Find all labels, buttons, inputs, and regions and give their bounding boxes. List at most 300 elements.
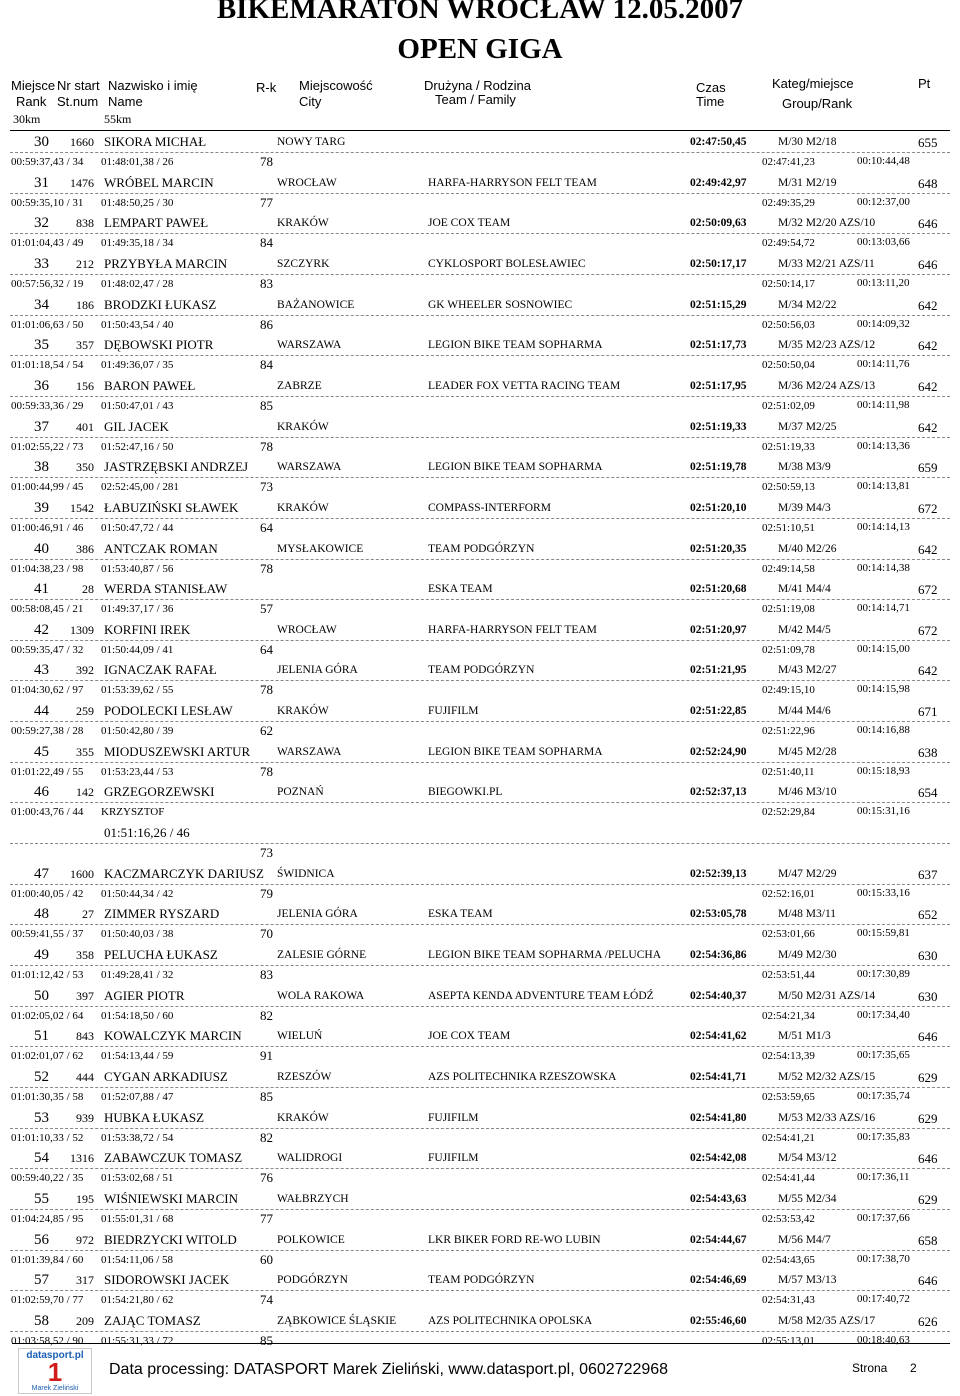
rk-cell: 64 xyxy=(260,519,273,535)
rk-cell: 78 xyxy=(260,682,273,698)
name-cell: PODOLECKI LESŁAW xyxy=(104,703,233,719)
net-time-cell: 02:51:19,08 xyxy=(762,603,815,616)
table-row xyxy=(0,1230,960,1271)
start-number-cell: 392 xyxy=(76,663,94,678)
start-number-cell: 357 xyxy=(76,338,94,353)
split-55km-cell: 01:54:21,80 / 62 xyxy=(101,1294,174,1307)
gap-cell: 00:14:14,13 xyxy=(857,520,910,533)
gap-cell: 00:14:14,38 xyxy=(857,561,910,574)
start-number-cell: 209 xyxy=(76,1313,94,1328)
rk-cell: 76 xyxy=(260,1170,273,1186)
start-number-cell: 1660 xyxy=(70,135,94,149)
net-time-cell: 02:50:56,03 xyxy=(762,318,815,331)
rank-cell: 38 xyxy=(34,459,49,476)
name-cell: ANTCZAK ROMAN xyxy=(104,540,218,556)
team-cell: ESKA TEAM xyxy=(428,583,493,596)
rank-cell: 40 xyxy=(34,540,49,557)
net-time-cell: 02:51:02,09 xyxy=(762,399,815,412)
rank-cell: 39 xyxy=(34,499,49,516)
category-cell: M/45 M2/28 xyxy=(778,745,837,758)
net-time-cell: 02:54:41,21 xyxy=(762,1131,815,1144)
start-number-cell: 972 xyxy=(76,1232,94,1247)
header-miejscowosc: Miejscowość xyxy=(299,78,373,93)
header-rank: Rank xyxy=(16,94,47,109)
name-cell: WERDA STANISŁAW xyxy=(104,581,228,597)
split-55km-cell: 01:48:01,38 / 26 xyxy=(101,156,174,168)
split-55km-cell: 01:50:47,72 / 44 xyxy=(101,521,174,534)
gap-cell: 00:15:33,16 xyxy=(857,886,910,899)
gap-cell: 00:17:38,70 xyxy=(857,1252,910,1265)
gap-cell: 00:14:15,00 xyxy=(857,642,910,655)
split-30km-cell: 00:58:08,45 / 21 xyxy=(11,603,84,616)
split-30km-cell: 01:00:43,76 / 44 xyxy=(11,806,84,819)
net-time-cell: 02:51:22,96 xyxy=(762,725,815,738)
rk-cell: 79 xyxy=(260,885,273,901)
time-cell: 02:51:19,78 xyxy=(690,461,747,474)
team-cell: TEAM PODGÓRZYN xyxy=(428,1274,535,1287)
rank-cell: 56 xyxy=(34,1231,49,1248)
category-cell: M/47 M2/29 xyxy=(778,867,837,880)
start-number-cell: 1600 xyxy=(70,866,94,881)
rank-cell: 35 xyxy=(34,337,49,354)
table-row xyxy=(0,254,960,295)
rk-cell: 83 xyxy=(260,967,273,982)
split-55km-cell: 01:53:39,62 / 55 xyxy=(101,684,174,697)
time-cell: 02:51:20,10 xyxy=(690,501,747,514)
name-cell: DĘBOWSKI PIOTR xyxy=(104,337,214,353)
split-55km-cell: 01:53:38,72 / 54 xyxy=(101,1131,174,1144)
team-cell: ESKA TEAM xyxy=(428,908,493,921)
team-cell: LEGION BIKE TEAM SOPHARMA xyxy=(428,745,603,758)
gap-cell: 00:17:35,83 xyxy=(857,1130,910,1143)
team-cell: FUJIFILM xyxy=(428,705,479,718)
gap-cell: 00:10:44,48 xyxy=(857,155,910,167)
points-cell: 642 xyxy=(918,338,938,354)
net-time-cell: 02:49:54,72 xyxy=(762,237,815,250)
rk-cell: 64 xyxy=(260,641,273,657)
city-cell: KRAKÓW xyxy=(277,501,329,514)
net-time-cell: 02:47:41,23 xyxy=(762,156,815,168)
logo-number: 1 xyxy=(47,1357,63,1387)
category-cell: M/54 M3/12 xyxy=(778,1152,837,1165)
time-cell: 02:51:17,73 xyxy=(690,339,747,352)
start-number-cell: 355 xyxy=(76,744,94,759)
table-row xyxy=(0,782,960,823)
rk-cell: 74 xyxy=(260,1292,273,1308)
name-cell: CYGAN ARKADIUSZ xyxy=(104,1068,228,1084)
time-cell: 02:54:41,80 xyxy=(690,1111,747,1124)
team-cell: TEAM PODGÓRZYN xyxy=(428,542,535,555)
time-cell: 02:52:24,90 xyxy=(690,745,747,758)
table-row xyxy=(0,1026,960,1067)
rank-cell: 53 xyxy=(34,1109,49,1126)
category-cell: M/30 M2/18 xyxy=(778,136,837,148)
table-row xyxy=(0,579,960,620)
net-time-cell: 02:54:41,44 xyxy=(762,1172,815,1185)
points-cell: 646 xyxy=(918,1273,938,1289)
rank-cell: 42 xyxy=(34,621,49,638)
points-cell: 629 xyxy=(918,1191,938,1207)
page-number: 2 xyxy=(910,1361,917,1375)
rk-cell: 78 xyxy=(260,154,273,169)
rank-cell: 43 xyxy=(34,662,49,679)
split-30km-cell: 01:02:05,02 / 64 xyxy=(11,1009,84,1022)
rk-cell: 85 xyxy=(260,1332,273,1348)
net-time-cell: 02:51:09,78 xyxy=(762,643,815,656)
rank-cell: 41 xyxy=(34,581,49,598)
rank-cell: 52 xyxy=(34,1068,49,1085)
points-cell: 659 xyxy=(918,460,938,476)
points-cell: 637 xyxy=(918,866,938,882)
split-55km-cell: 01:49:36,07 / 35 xyxy=(101,359,174,372)
start-number-cell: 1316 xyxy=(70,1151,94,1166)
team-cell: ASEPTA KENDA ADVENTURE TEAM ŁÓDŹ xyxy=(428,989,654,1002)
split-55km-cell: 01:49:37,17 / 36 xyxy=(101,603,174,616)
rank-cell: 37 xyxy=(34,418,49,435)
name-cell: BIEDRZYCKI WITOLD xyxy=(104,1231,237,1247)
name-cell: IGNACZAK RAFAŁ xyxy=(104,662,217,678)
name-cell: ZAJĄC TOMASZ xyxy=(104,1312,201,1328)
team-cell: AZS POLITECHNIKA OPOLSKA xyxy=(428,1314,593,1327)
gap-cell: 00:14:13,81 xyxy=(857,480,910,493)
split-55km-cell: 01:48:02,47 / 28 xyxy=(101,277,174,290)
time-cell: 02:54:46,69 xyxy=(690,1274,747,1287)
rk-cell: 83 xyxy=(260,275,273,291)
team-cell: LEGION BIKE TEAM SOPHARMA /PELUCHA xyxy=(428,949,661,961)
gap-cell: 00:13:03,66 xyxy=(857,236,910,249)
table-row xyxy=(0,742,960,783)
category-cell: M/57 M3/13 xyxy=(778,1274,837,1287)
city-cell: JELENIA GÓRA xyxy=(277,908,358,921)
header-city: City xyxy=(299,94,322,109)
time-cell: 02:54:36,86 xyxy=(690,949,747,961)
rk-cell: 70 xyxy=(260,926,273,942)
table-row xyxy=(0,660,960,701)
category-cell: M/44 M4/6 xyxy=(778,705,831,718)
rk-cell: 85 xyxy=(260,397,273,413)
points-cell: 629 xyxy=(918,1069,938,1085)
rk-cell: 78 xyxy=(260,438,273,454)
points-cell: 638 xyxy=(918,744,938,760)
time-cell: 02:52:39,13 xyxy=(690,867,747,880)
header-kateg: Kateg/miejsce xyxy=(772,76,854,91)
start-number-cell: 317 xyxy=(76,1273,94,1288)
team-cell: FUJIFILM xyxy=(428,1152,479,1165)
city-cell: JELENIA GÓRA xyxy=(277,664,358,677)
header-druzyna: Drużyna / Rodzina xyxy=(424,78,531,93)
header-st-num: St.num xyxy=(57,94,99,109)
split-30km-cell: 01:04:24,85 / 95 xyxy=(11,1212,84,1225)
rank-cell: 58 xyxy=(34,1312,49,1329)
split-55km-cell: 01:50:47,01 / 43 xyxy=(101,399,174,412)
table-row xyxy=(0,1189,960,1230)
category-cell: M/31 M2/19 xyxy=(778,176,837,189)
category-cell: M/48 M3/11 xyxy=(778,908,837,921)
gap-cell: 00:17:37,66 xyxy=(857,1211,910,1224)
gap-cell: 00:15:18,93 xyxy=(857,764,910,777)
start-number-cell: 444 xyxy=(76,1069,94,1084)
header-split-55km: 55km xyxy=(104,112,132,126)
split-55km-cell: 01:48:50,25 / 30 xyxy=(101,196,174,209)
category-cell: M/34 M2/22 xyxy=(778,298,837,311)
time-cell: 02:51:19,33 xyxy=(690,420,747,433)
name-cell: LEMPART PAWEŁ xyxy=(104,215,209,231)
category-cell: M/42 M4/5 xyxy=(778,623,831,636)
gap-cell: 00:17:36,11 xyxy=(857,1171,910,1184)
gap-cell: 00:15:59,81 xyxy=(857,927,910,940)
team-cell: CYKLOSPORT BOLESŁAWIEC xyxy=(428,257,586,270)
table-row xyxy=(0,498,960,539)
city-cell: SZCZYRK xyxy=(277,257,330,270)
datasport-logo xyxy=(18,1348,92,1394)
split-30km-cell: 01:01:30,35 / 58 xyxy=(11,1090,84,1103)
points-cell: 642 xyxy=(918,378,938,394)
net-time-cell: 02:52:16,01 xyxy=(762,887,815,900)
table-row xyxy=(0,417,960,458)
points-cell: 630 xyxy=(918,988,938,1004)
city-cell: WARSZAWA xyxy=(277,339,342,352)
category-cell: M/32 M2/20 AZS/10 xyxy=(778,217,876,230)
time-cell: 02:51:20,35 xyxy=(690,542,747,555)
name-cell: PRZYBYŁA MARCIN xyxy=(104,255,228,271)
table-row xyxy=(0,945,960,986)
rk-cell: 82 xyxy=(260,1007,273,1023)
time-cell: 02:49:42,97 xyxy=(690,176,747,189)
net-time-cell: 02:51:10,51 xyxy=(762,521,815,534)
team-cell: LEADER FOX VETTA RACING TEAM xyxy=(428,379,621,392)
points-cell: 630 xyxy=(918,948,938,963)
split-30km-cell: 01:02:01,07 / 62 xyxy=(11,1050,84,1063)
event-subtitle: OPEN GIGA xyxy=(397,33,563,65)
city-cell: KRAKÓW xyxy=(277,420,329,433)
rank-cell: 55 xyxy=(34,1190,49,1207)
gap-cell: 00:14:14,71 xyxy=(857,602,910,615)
time-cell: 02:50:17,17 xyxy=(690,257,747,270)
logo-site-text: datasport.pl xyxy=(26,1350,84,1361)
city-cell: WROCŁAW xyxy=(277,623,337,636)
net-time-cell: 02:50:50,04 xyxy=(762,359,815,372)
city-cell: WARSZAWA xyxy=(277,461,342,474)
split-55km-cell: 01:53:40,87 / 56 xyxy=(101,562,174,575)
team-cell: LEGION BIKE TEAM SOPHARMA xyxy=(428,461,603,474)
split-30km-cell: 01:01:06,63 / 50 xyxy=(11,318,84,331)
rank-cell: 50 xyxy=(34,987,49,1004)
city-cell: WAŁBRZYCH xyxy=(277,1192,349,1205)
split-55km-cell: 01:52:47,16 / 50 xyxy=(101,440,174,453)
split-55km-cell: 02:52:45,00 / 281 xyxy=(101,481,179,494)
net-time-cell: 02:53:59,65 xyxy=(762,1090,815,1103)
name-cell: 01:51:16,26 / 46 xyxy=(104,825,190,841)
table-row xyxy=(0,1067,960,1108)
gap-cell: 00:17:35,65 xyxy=(857,1049,910,1062)
split-55km-cell: 01:53:23,44 / 53 xyxy=(101,765,174,778)
points-cell: 658 xyxy=(918,1232,938,1248)
split-30km-cell: 00:59:41,55 / 37 xyxy=(11,928,84,941)
team-cell: JOE COX TEAM xyxy=(428,217,511,230)
category-cell: M/41 M4/4 xyxy=(778,583,831,596)
points-cell: 646 xyxy=(918,1151,938,1167)
rk-cell: 84 xyxy=(260,235,273,251)
gap-cell: 00:17:34,40 xyxy=(857,1008,910,1021)
name-cell: ŁABUZIŃSKI SŁAWEK xyxy=(104,499,239,515)
gap-cell: 00:13:11,20 xyxy=(857,276,910,289)
points-cell: 642 xyxy=(918,541,938,557)
team-cell: BIEGOWKI.PL xyxy=(428,786,503,799)
name-cell: SIKORA MICHAŁ xyxy=(104,134,207,149)
start-number-cell: 28 xyxy=(82,582,94,597)
start-number-cell xyxy=(62,823,94,843)
team-cell: HARFA-HARRYSON FELT TEAM xyxy=(428,176,597,189)
category-cell: M/50 M2/31 AZS/14 xyxy=(778,989,876,1002)
city-cell: BAŻANOWICE xyxy=(277,298,355,311)
table-row xyxy=(0,173,960,214)
rank-cell: 48 xyxy=(34,906,49,923)
gap-cell: 00:17:35,74 xyxy=(857,1089,910,1102)
split-30km-cell: 01:00:46,91 / 46 xyxy=(11,521,84,534)
table-row xyxy=(0,1108,960,1149)
team-cell: JOE COX TEAM xyxy=(428,1030,511,1043)
table-row xyxy=(0,701,960,742)
split-55km-cell: 01:54:13,44 / 59 xyxy=(101,1050,174,1063)
points-cell: 646 xyxy=(918,1029,938,1045)
header-time: Time xyxy=(696,94,725,109)
name-cell: AGIER PIOTR xyxy=(104,987,185,1003)
split-55km-cell: 01:50:44,34 / 42 xyxy=(101,887,174,900)
table-row xyxy=(0,823,960,864)
gap-cell: 00:18:40,63 xyxy=(857,1333,910,1346)
net-time-cell: 02:52:29,84 xyxy=(762,806,815,819)
city-cell: RZESZÓW xyxy=(277,1070,332,1083)
event-title: BIKEMARATON WROCŁAW 12.05.2007 xyxy=(216,0,744,25)
rk-cell: 78 xyxy=(260,560,273,576)
time-cell: 02:54:41,71 xyxy=(690,1070,747,1083)
category-cell: M/40 M2/26 xyxy=(778,542,837,555)
team-cell: TEAM PODGÓRZYN xyxy=(428,664,535,677)
name-cell: KACZMARCZYK DARIUSZ xyxy=(104,865,264,881)
split-55km-cell: 01:54:18,50 / 60 xyxy=(101,1009,174,1022)
category-cell: M/49 M2/30 xyxy=(778,949,837,961)
points-cell: 672 xyxy=(918,582,938,598)
start-number-cell: 27 xyxy=(82,907,94,922)
gap-cell: 00:14:09,32 xyxy=(857,317,910,330)
net-time-cell: 02:51:40,11 xyxy=(762,765,815,778)
net-time-cell: 02:49:15,10 xyxy=(762,684,815,697)
rk-cell: 82 xyxy=(260,1129,273,1145)
gap-cell: 00:14:11,76 xyxy=(857,358,910,371)
category-cell: M/51 M1/3 xyxy=(778,1030,831,1043)
net-time-cell: 02:54:21,34 xyxy=(762,1009,815,1022)
city-cell: WROCŁAW xyxy=(277,176,337,189)
net-time-cell: 02:50:59,13 xyxy=(762,481,815,494)
start-number-cell: 350 xyxy=(76,460,94,475)
city-cell: POLKOWICE xyxy=(277,1233,345,1246)
points-cell: 648 xyxy=(918,175,938,191)
time-cell: 02:54:43,63 xyxy=(690,1192,747,1205)
time-cell: 02:52:37,13 xyxy=(690,786,747,799)
split-55km-cell: 01:53:02,68 / 51 xyxy=(101,1172,174,1185)
rank-cell: 36 xyxy=(34,377,49,394)
time-cell: 02:51:20,68 xyxy=(690,583,747,596)
split-30km-cell: 01:01:04,43 / 49 xyxy=(11,237,84,250)
category-cell: M/56 M4/7 xyxy=(778,1233,831,1246)
time-cell: 02:54:40,37 xyxy=(690,989,747,1002)
split-30km-cell: 01:01:39,84 / 60 xyxy=(11,1253,84,1266)
start-number-cell: 401 xyxy=(76,419,94,434)
split-55km-cell: 01:52:07,88 / 47 xyxy=(101,1090,174,1103)
table-row xyxy=(0,132,960,173)
header-nr-start: Nr start xyxy=(57,78,100,93)
header-split-30km: 30km xyxy=(13,112,41,126)
split-30km-cell: 01:04:38,23 / 98 xyxy=(11,562,84,575)
name-cell: WRÓBEL MARCIN xyxy=(104,174,214,190)
table-row xyxy=(0,620,960,661)
start-number-cell: 939 xyxy=(76,1110,94,1125)
team-cell: AZS POLITECHNIKA RZESZOWSKA xyxy=(428,1070,617,1083)
category-cell: M/37 M2/25 xyxy=(778,420,837,433)
gap-cell: 00:15:31,16 xyxy=(857,805,910,818)
table-row xyxy=(0,376,960,417)
city-cell: ŚWIDNICA xyxy=(277,867,335,880)
split-30km-cell: 01:00:44,99 / 45 xyxy=(11,481,84,494)
time-cell: 02:51:20,97 xyxy=(690,623,747,636)
net-time-cell: 02:54:43,65 xyxy=(762,1253,815,1266)
rk-cell: 85 xyxy=(260,1088,273,1104)
rank-cell: 45 xyxy=(34,743,49,760)
table-row xyxy=(0,335,960,376)
category-cell: M/58 M2/35 AZS/17 xyxy=(778,1314,876,1327)
header-nazwisko: Nazwisko i imię xyxy=(108,78,198,93)
city-cell: WOLA RAKOWA xyxy=(277,989,365,1002)
name-cell: ZABAWCZUK TOMASZ xyxy=(104,1150,243,1166)
rank-cell: 54 xyxy=(34,1150,49,1167)
rank-cell: 34 xyxy=(34,296,49,313)
start-number-cell: 142 xyxy=(76,785,94,800)
split-30km-cell: 00:59:35,10 / 31 xyxy=(11,196,84,209)
city-cell: WIELUŃ xyxy=(277,1030,323,1043)
table-row xyxy=(0,1270,960,1311)
gap-cell: 00:14:15,98 xyxy=(857,683,910,696)
split-55km-cell: 01:55:01,31 / 68 xyxy=(101,1212,174,1225)
page-label: Strona xyxy=(852,1361,888,1375)
net-time-cell: 02:50:14,17 xyxy=(762,277,815,290)
time-cell: 02:53:05,78 xyxy=(690,908,747,921)
name-cell: ZIMMER RYSZARD xyxy=(104,906,220,922)
team-cell: GK WHEELER SOSNOWIEC xyxy=(428,298,573,311)
category-cell: M/35 M2/23 AZS/12 xyxy=(778,339,876,352)
table-row xyxy=(0,457,960,498)
rank-cell: 31 xyxy=(34,174,49,191)
start-number-cell: 259 xyxy=(76,704,94,719)
header-rk: R-k xyxy=(256,80,277,95)
net-time-cell: 02:55:13,01 xyxy=(762,1334,815,1347)
city-cell: KRAKÓW xyxy=(277,1111,329,1124)
points-cell: 652 xyxy=(918,907,938,923)
time-cell: 02:51:15,29 xyxy=(690,298,747,311)
city-cell: PODGÓRZYN xyxy=(277,1274,348,1287)
time-cell: 02:55:46,60 xyxy=(690,1314,747,1327)
split-55km-cell: 01:50:43,54 / 40 xyxy=(101,318,174,331)
net-time-cell: 02:49:35,29 xyxy=(762,196,815,209)
start-number-cell: 843 xyxy=(76,1029,94,1044)
split-30km-cell: 01:00:40,05 / 42 xyxy=(11,887,84,900)
split-30km-cell: 01:02:55,22 / 73 xyxy=(11,440,84,453)
table-row xyxy=(0,864,960,905)
name-cell: BARON PAWEŁ xyxy=(104,377,196,393)
table-row xyxy=(0,904,960,945)
rk-cell: 78 xyxy=(260,763,273,779)
rk-cell: 57 xyxy=(260,601,273,617)
category-cell: M/43 M2/27 xyxy=(778,664,837,677)
